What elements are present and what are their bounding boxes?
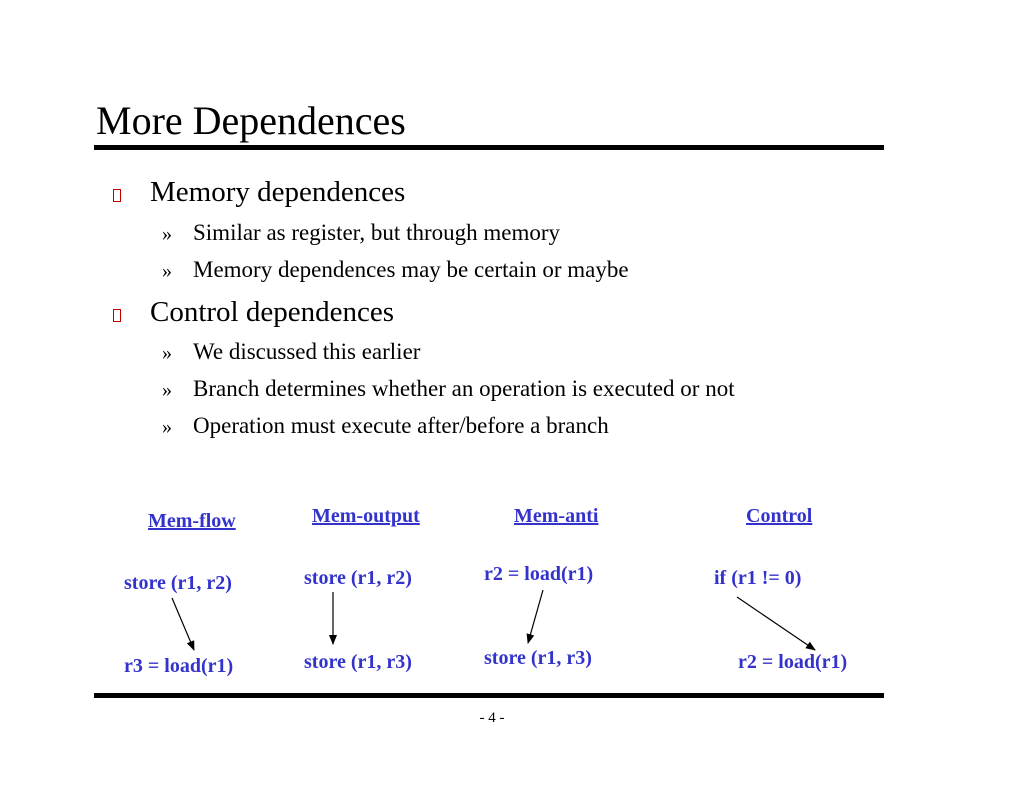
sub-bullet-marker: » bbox=[162, 223, 172, 245]
bullet-control-dependences: Control dependences bbox=[150, 296, 395, 328]
bullet-box-icon bbox=[113, 189, 121, 202]
sub-bullet-marker: » bbox=[162, 416, 172, 438]
slide-title: More Dependences bbox=[96, 98, 406, 143]
mem-anti-first: r2 = load(r1) bbox=[484, 563, 594, 585]
sub-bullet-memory-1: Similar as register, but through memory bbox=[193, 220, 561, 245]
sub-bullet-marker: » bbox=[162, 260, 172, 282]
sub-bullet-marker: » bbox=[162, 342, 172, 364]
sub-bullet-control-3: Operation must execute after/before a branch bbox=[193, 413, 609, 438]
sub-bullet-control-2: Branch determines whether an operation is executed or not bbox=[193, 376, 735, 401]
control-second: r2 = load(r1) bbox=[738, 651, 848, 673]
title-rule bbox=[94, 145, 884, 150]
bullet-box-icon bbox=[113, 309, 121, 322]
mem-anti-heading: Mem-anti bbox=[514, 505, 599, 527]
mem-anti-arrow bbox=[528, 590, 543, 643]
control-first: if (r1 != 0) bbox=[714, 567, 802, 589]
mem-anti-second: store (r1, r3) bbox=[484, 647, 592, 669]
footer-rule bbox=[94, 693, 884, 698]
sub-bullet-control-1: We discussed this earlier bbox=[193, 339, 421, 364]
mem-flow-heading: Mem-flow bbox=[148, 510, 236, 532]
mem-output-heading: Mem-output bbox=[312, 505, 420, 527]
mem-flow-second: r3 = load(r1) bbox=[124, 655, 234, 677]
mem-flow-arrow bbox=[172, 598, 194, 650]
sub-bullet-marker: » bbox=[162, 379, 172, 401]
bullet-memory-dependences: Memory dependences bbox=[150, 176, 406, 208]
control-heading: Control bbox=[746, 505, 813, 527]
mem-flow-first: store (r1, r2) bbox=[124, 572, 232, 594]
mem-output-second: store (r1, r3) bbox=[304, 651, 412, 673]
page-number: - 4 - bbox=[479, 710, 505, 726]
control-arrow bbox=[737, 597, 815, 650]
mem-output-first: store (r1, r2) bbox=[304, 567, 412, 589]
sub-bullet-memory-2: Memory dependences may be certain or maybe bbox=[193, 257, 629, 282]
